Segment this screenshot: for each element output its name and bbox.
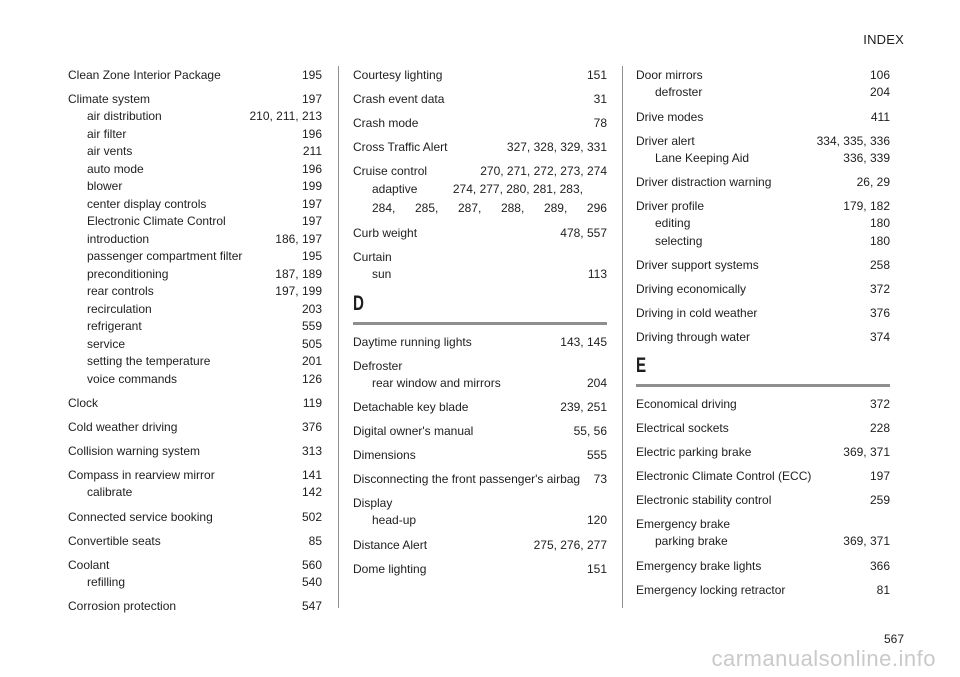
index-subentry (636, 533, 890, 551)
entry-pages: 275, 276, 277 (533, 537, 607, 552)
subentry-term: Lane Keeping Aid (655, 150, 750, 165)
subentry-term: refrigerant (87, 319, 142, 333)
entry-pages: 372 (869, 397, 890, 411)
subentry-term: head-up (372, 513, 417, 527)
index-entry-row (636, 491, 890, 509)
index-entry (68, 556, 322, 592)
index-subentry (353, 375, 607, 393)
subentry-pages: 559 (301, 319, 322, 333)
index-entry-row (636, 515, 890, 533)
index-subentry (68, 353, 322, 371)
subentry-term: service (87, 336, 126, 351)
subentry-pages: 274, 277, 280, 281, 283, (452, 182, 583, 196)
index-subentry (68, 213, 322, 231)
entry-term: Climate system (68, 92, 151, 106)
index-subentry (68, 574, 322, 592)
index-subentry (68, 196, 322, 214)
entry-term: Daytime running lights (353, 334, 472, 349)
entry-term: Driving in cold weather (636, 306, 758, 320)
index-column-3 (636, 66, 890, 605)
entry-term: Driving economically (636, 282, 747, 296)
index-subentry (636, 84, 890, 102)
index-entry (636, 304, 890, 322)
index-entry (636, 66, 890, 102)
index-subentry (353, 512, 607, 530)
index-entry (636, 256, 890, 274)
index-entry-row (636, 173, 890, 191)
index-entry-row (636, 395, 890, 413)
index-entry (353, 114, 607, 132)
letter-section-e (636, 354, 890, 387)
entry-term: Display (353, 496, 393, 510)
subentry-page: 284, (372, 201, 396, 215)
index-entry (636, 328, 890, 346)
subentry-pages: 201 (301, 354, 322, 368)
column-divider (622, 66, 623, 608)
entry-pages: 334, 335, 336 (816, 133, 890, 148)
subentry-pages: 210, 211, 213 (249, 109, 322, 123)
subentry-pages: 203 (301, 301, 322, 316)
index-subentry (68, 318, 322, 336)
subentry-term: calibrate (87, 485, 133, 499)
entry-term: Economical driving (636, 397, 737, 411)
entry-pages: 197 (869, 469, 890, 483)
page-number: 567 (883, 632, 904, 646)
subentry-line (372, 180, 607, 199)
index-entry (353, 560, 607, 578)
entry-term: Crash event data (353, 92, 445, 106)
subentry-pages: 197 (301, 214, 322, 228)
index-column-2 (353, 66, 607, 584)
index-entry-row (636, 256, 890, 274)
index-subentry (636, 150, 890, 168)
subentry-pages: 142 (301, 485, 322, 499)
index-entry-row (636, 304, 890, 322)
index-entry-row (68, 442, 322, 460)
index-entry (636, 581, 890, 599)
subentry-term: auto mode (87, 161, 144, 176)
subentry-pages: 120 (586, 513, 607, 527)
entry-term: Defroster (353, 358, 403, 373)
index-subentry (68, 126, 322, 144)
index-entry (636, 467, 890, 485)
subentry-term: parking brake (655, 534, 728, 548)
index-entry-row (353, 536, 607, 554)
entry-pages: 179, 182 (843, 199, 890, 213)
index-subentry (68, 248, 322, 266)
index-entry-row (353, 333, 607, 351)
index-list (353, 66, 607, 284)
index-entry (636, 443, 890, 461)
letter-heading-text: E (636, 354, 647, 377)
index-entry-row (68, 466, 322, 484)
index-entry (636, 173, 890, 191)
entry-term: Driver distraction warning (636, 175, 772, 189)
subentry-pages: 197, 199 (275, 284, 322, 298)
entry-term: Distance Alert (353, 537, 428, 552)
index-entry-row (636, 467, 890, 485)
entry-term: Cruise control (353, 164, 428, 178)
entry-term: Coolant (68, 557, 110, 572)
subentry-term: rear window and mirrors (372, 375, 501, 390)
subentry-page: 296 (586, 201, 607, 215)
index-subentry (68, 178, 322, 196)
entry-pages: 78 (593, 116, 607, 130)
index-entry (353, 470, 607, 488)
subentry-term: center display controls (87, 196, 207, 211)
index-list (636, 66, 890, 346)
entry-term: Corrosion protection (68, 599, 177, 613)
index-entry (636, 491, 890, 509)
entry-pages: 143, 145 (560, 334, 607, 349)
entry-term: Convertible seats (68, 533, 161, 548)
entry-term: Driving through water (636, 330, 751, 344)
entry-pages: 372 (869, 282, 890, 296)
index-entry (68, 597, 322, 615)
index-subentry (68, 301, 322, 319)
entry-pages: 547 (301, 599, 322, 613)
index-subentry (68, 336, 322, 354)
subentry-pages: 180 (869, 233, 890, 248)
index-subentry (68, 108, 322, 126)
index-subentry (636, 215, 890, 233)
subentry-pages: 540 (301, 574, 322, 589)
subentry-pages: 197 (301, 196, 322, 211)
subentry-pages: 113 (587, 267, 607, 281)
subentry-term: air distribution (87, 109, 162, 123)
index-entry-row (353, 66, 607, 84)
index-entry-row (68, 394, 322, 412)
index-entry (353, 446, 607, 464)
index-entry-row (353, 114, 607, 132)
subentry-page: 285, (414, 201, 439, 215)
index-entry (68, 418, 322, 436)
subentry-term: air vents (87, 144, 133, 158)
index-entry-row (636, 197, 890, 215)
entry-term: Dome lighting (353, 561, 427, 576)
subentry-term: introduction (87, 231, 150, 246)
entry-pages: 376 (869, 306, 890, 320)
index-entry-row (636, 557, 890, 575)
entry-term: Cold weather driving (68, 420, 178, 434)
letter-heading-text: D (353, 291, 364, 315)
entry-term: Compass in rearview mirror (68, 468, 215, 482)
index-entry (353, 536, 607, 554)
entry-pages: 374 (869, 330, 890, 344)
entry-pages: 560 (301, 557, 322, 572)
index-entry (353, 398, 607, 416)
entry-pages: 366 (869, 558, 890, 573)
index-entry-row (353, 248, 607, 266)
entry-pages: 26, 29 (856, 175, 890, 189)
subentry-pages: 505 (301, 336, 322, 351)
subentry-term: passenger compartment filter (87, 249, 243, 263)
entry-term: Driver support systems (636, 258, 759, 272)
entry-term: Electronic Climate Control (ECC) (636, 469, 812, 483)
index-entry (68, 508, 322, 526)
entry-pages: 81 (876, 582, 890, 597)
watermark: carmanualsonline.info (711, 646, 936, 671)
subentry-pages: 195 (301, 249, 322, 263)
index-entry-row (353, 398, 607, 416)
entry-pages: 55, 56 (573, 424, 607, 438)
index-entry (353, 333, 607, 351)
subentry-pages: 204 (869, 85, 890, 99)
entry-term: Curtain (353, 250, 392, 264)
index-entry-row (636, 132, 890, 150)
index-subentry (353, 180, 607, 218)
subentry-pages: 126 (301, 371, 322, 386)
index-entry-row (353, 470, 607, 488)
index-subentry (68, 143, 322, 161)
entry-pages: 555 (586, 448, 607, 462)
index-entry-row (353, 162, 607, 180)
index-entry-row (353, 446, 607, 464)
index-entry-row (353, 224, 607, 242)
subentry-pages: 204 (586, 375, 607, 390)
entry-term: Electric parking brake (636, 445, 752, 459)
subentry-term: adaptive (372, 182, 418, 196)
entry-term: Emergency locking retractor (636, 582, 786, 597)
entry-pages: 369, 371 (843, 445, 890, 459)
letter-section-d (353, 292, 607, 325)
entry-term: Collision warning system (68, 444, 201, 458)
entry-pages: 258 (869, 258, 890, 272)
entry-pages: 119 (302, 396, 322, 410)
index-entry (353, 162, 607, 218)
index-entry-row (636, 581, 890, 599)
subentry-pages: 369, 371 (843, 534, 890, 548)
entry-term: Driver alert (636, 133, 695, 148)
index-entry (353, 248, 607, 284)
entry-pages: 478, 557 (560, 226, 607, 240)
subentry-term: editing (655, 216, 691, 230)
subentry-term: blower (87, 179, 123, 193)
entry-term: Electronic stability control (636, 493, 772, 507)
entry-term: Curb weight (353, 226, 418, 240)
entry-term: Connected service booking (68, 509, 213, 524)
entry-pages: 73 (593, 472, 607, 486)
entry-pages: 31 (593, 92, 607, 106)
index-entry-row (353, 560, 607, 578)
entry-term: Courtesy lighting (353, 68, 443, 82)
index-entry-row (68, 597, 322, 615)
index-entry-row (636, 443, 890, 461)
subentry-term: recirculation (87, 301, 152, 316)
entry-pages: 151 (586, 561, 607, 576)
index-entry-row (353, 357, 607, 375)
index-entry (68, 66, 322, 84)
subentry-page: 289, (543, 201, 568, 215)
index-entry (353, 224, 607, 242)
entry-pages: 106 (869, 68, 890, 82)
column-divider (338, 66, 339, 608)
entry-term: Electrical sockets (636, 421, 729, 435)
index-entry-row (68, 90, 322, 108)
subentry-pages: 196 (301, 161, 322, 176)
index-list (636, 395, 890, 599)
subentry-term: selecting (655, 233, 703, 248)
subentry-term: Electronic Climate Control (87, 214, 226, 228)
entry-pages: 411 (870, 109, 890, 124)
entry-term: Clock (68, 396, 99, 410)
subentry-page: 287, (457, 201, 482, 215)
entry-pages: 313 (301, 444, 322, 458)
entry-term: Cross Traffic Alert (353, 140, 448, 154)
index-entry-row (68, 418, 322, 436)
index-list (68, 66, 322, 615)
subentry-term: voice commands (87, 371, 178, 386)
entry-term: Driver profile (636, 199, 705, 213)
index-entry (353, 494, 607, 530)
subentry-pages: 211 (302, 144, 322, 158)
index-list (353, 333, 607, 578)
entry-pages: 259 (869, 493, 890, 507)
index-entry (68, 90, 322, 388)
entry-pages: 228 (869, 421, 890, 435)
subentry-term: preconditioning (87, 266, 169, 281)
index-entry-row (68, 532, 322, 550)
entry-term: Digital owner's manual (353, 424, 474, 438)
index-subentry (68, 371, 322, 389)
entry-term: Drive modes (636, 109, 704, 124)
index-entry-row (353, 90, 607, 108)
index-subentry (68, 161, 322, 179)
index-entry (68, 532, 322, 550)
entry-pages: 239, 251 (560, 400, 607, 414)
subentry-pages: 187, 189 (275, 266, 322, 281)
subentry-pages: 196 (301, 126, 322, 141)
index-entry (636, 419, 890, 437)
entry-pages: 85 (308, 533, 322, 548)
entry-term: Clean Zone Interior Package (68, 68, 221, 82)
subentry-term: air filter (87, 126, 127, 141)
index-entry-row (353, 422, 607, 440)
index-entry-row (68, 66, 322, 84)
entry-term: Emergency brake (636, 517, 731, 531)
index-subentry (68, 266, 322, 284)
entry-pages: 141 (301, 468, 322, 482)
index-entry (68, 466, 322, 502)
entry-term: Emergency brake lights (636, 558, 762, 573)
index-entry (636, 132, 890, 168)
index-entry-row (636, 66, 890, 84)
index-entry (68, 394, 322, 412)
index-entry-row (636, 419, 890, 437)
entry-pages: 376 (301, 420, 322, 434)
entry-pages: 327, 328, 329, 331 (506, 140, 607, 154)
entry-term: Dimensions (353, 448, 416, 462)
index-entry-row (353, 138, 607, 156)
index-entry (636, 108, 890, 126)
letter-heading (353, 292, 607, 325)
index-entry-row (68, 508, 322, 526)
subentry-pages: 186, 197 (275, 231, 322, 246)
index-entry (353, 422, 607, 440)
index-entry (353, 138, 607, 156)
index-entry (68, 442, 322, 460)
entry-pages: 270, 271, 272, 273, 274 (480, 164, 607, 178)
entry-term: Detachable key blade (353, 400, 469, 414)
index-entry (636, 280, 890, 298)
index-entry-row (68, 556, 322, 574)
index-entry-row (636, 108, 890, 126)
index-entry (636, 395, 890, 413)
subentry-pages: 199 (301, 179, 322, 193)
entry-term: Crash mode (353, 116, 419, 130)
index-subentry (68, 231, 322, 249)
entry-term: Door mirrors (636, 68, 703, 82)
index-entry (636, 515, 890, 551)
index-entry (353, 66, 607, 84)
index-entry (353, 90, 607, 108)
subentry-term: sun (372, 267, 392, 281)
index-entry (636, 557, 890, 575)
index-entry (353, 357, 607, 393)
index-entry-row (353, 494, 607, 512)
subentry-pages: 180 (869, 216, 890, 230)
index-entry-row (636, 328, 890, 346)
index-subentry (68, 283, 322, 301)
entry-term: Disconnecting the front passenger's airbag (353, 472, 581, 486)
index-subentry (636, 233, 890, 251)
subentry-term: defroster (655, 85, 703, 99)
index-column-1 (68, 66, 322, 621)
entry-pages: 197 (301, 92, 322, 106)
index-subentry (353, 266, 607, 284)
entry-pages: 151 (586, 68, 607, 82)
running-header: INDEX (863, 32, 904, 47)
letter-heading (636, 354, 890, 387)
index-entry (636, 197, 890, 250)
entry-pages: 502 (301, 509, 322, 524)
subentry-page: 288, (500, 201, 525, 215)
index-entry-row (636, 280, 890, 298)
entry-pages: 195 (301, 68, 322, 82)
subentry-term: refilling (87, 574, 126, 589)
subentry-pages: 336, 339 (843, 150, 890, 165)
subentry-line (372, 199, 607, 218)
index-subentry (68, 484, 322, 502)
subentry-term: rear controls (87, 284, 154, 298)
subentry-term: setting the temperature (87, 354, 211, 368)
